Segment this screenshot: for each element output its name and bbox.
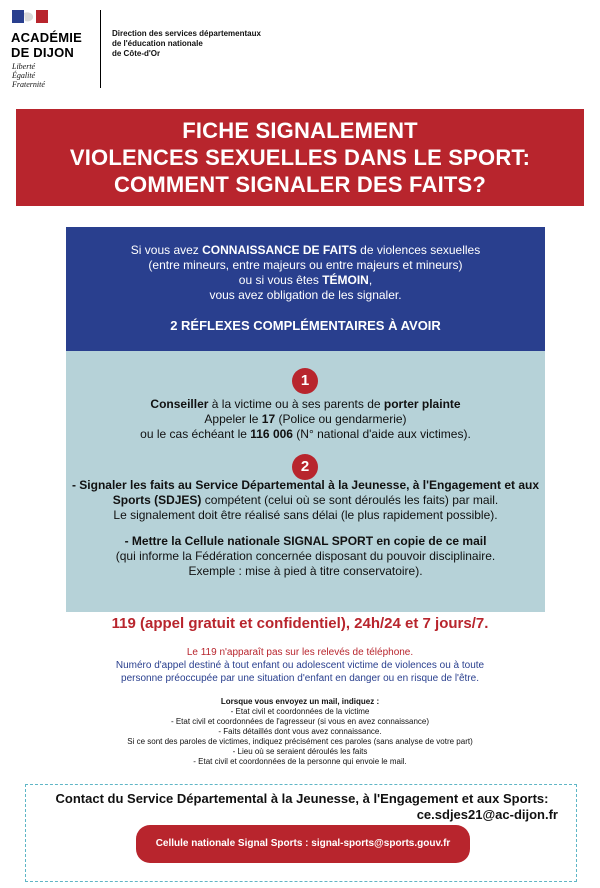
contact-title: Contact du Service Départemental à la Jeunesse, à l'Engagement et aux Sports: xyxy=(55,791,549,806)
mail-checklist-item: - Etat civil et coordonnées de l'agresseur (si vous en avez connaissance) xyxy=(170,717,430,726)
academy-name xyxy=(11,30,82,60)
intro-line3-pre: ou si vous êtes xyxy=(238,273,323,287)
phone-note-red: Le 119 n'apparaît pas sur les relevés de téléphone. xyxy=(186,647,414,658)
step-1-bold1: Conseiller xyxy=(150,397,209,411)
phone-119-line: 119 (appel gratuit et confidentiel), 24h/24 et 7 jours/7. xyxy=(111,615,489,632)
signal-sports-contact-button[interactable]: Cellule nationale Signal Sports : signal-sports@sports.gouv.fr xyxy=(136,825,470,863)
step-2b-text xyxy=(66,534,545,579)
step-1-text xyxy=(66,397,545,442)
step-1-line3-bold: 116 006 xyxy=(250,427,293,441)
step-2b-line2: (qui informe la Fédération concernée disposant du pouvoir disciplinaire. xyxy=(115,549,496,563)
mail-checklist-heading: Lorsque vous envoyez un mail, indiquez : xyxy=(220,697,380,706)
step-1-line3-pre: ou le cas échéant le xyxy=(140,427,251,441)
step-1-mid: à la victime ou à ses parents de xyxy=(208,397,384,411)
republic-motto xyxy=(12,62,45,89)
step-1-line1 xyxy=(66,397,545,412)
step-2-badge: 2 xyxy=(292,454,318,480)
page-header xyxy=(0,0,600,100)
intro-line3 xyxy=(66,273,545,288)
mail-checklist-item: - Etat civil et coordonnées de la victime xyxy=(230,707,370,716)
phone-note-blue1: Numéro d'appel destiné à tout enfant ou adolescent victime de violences ou à toute xyxy=(115,660,485,671)
intro-block xyxy=(66,227,545,351)
step-2b-line3: Exemple : mise à pied à titre conservatoire). xyxy=(188,564,423,578)
step-2a-line3: Le signalement doit être réalisé sans délai (le plus rapidement possible). xyxy=(113,508,498,522)
phone-note-blue2: personne préoccupée par une situation d'enfant en danger ou en risque de l'être. xyxy=(121,673,479,684)
intro-line4: vous avez obligation de les signaler. xyxy=(209,288,402,302)
marianne-logo xyxy=(12,10,48,23)
direction-line3: de Côte-d'Or xyxy=(112,49,161,58)
step-2a-line1-bold: - Signaler les faits au Service Départemental à la Jeunesse, à l'Engagement et aux xyxy=(71,478,540,492)
title-line3: COMMENT SIGNALER DES FAITS? xyxy=(113,172,487,197)
step-1-line2-pre: Appeler le xyxy=(204,412,262,426)
step-2a-line2-post: compétent (celui où se sont déroulés les faits) par mail. xyxy=(201,493,499,507)
title-line1: FICHE SIGNALEMENT xyxy=(182,118,418,143)
step-1-line2 xyxy=(66,412,545,427)
mail-checklist-item: - Lieu où se seraient déroulés les faits xyxy=(232,747,368,756)
contact-box xyxy=(25,784,577,882)
mail-checklist xyxy=(0,697,600,767)
intro-line3-bold: TÉMOIN xyxy=(322,273,369,287)
step-2a-line1 xyxy=(66,478,545,493)
step-1-line3 xyxy=(66,427,545,442)
step-1-line3-post: (N° national d'aide aux victimes). xyxy=(292,427,471,441)
step-1-badge: 1 xyxy=(292,368,318,394)
header-divider xyxy=(100,10,101,88)
step-2a-line2 xyxy=(66,493,545,508)
direction-label xyxy=(112,29,261,59)
motto-egalite: Égalité xyxy=(12,71,36,80)
intro-line1-bold: CONNAISSANCE DE FAITS xyxy=(202,243,357,257)
mail-checklist-item: - Faits détaillés dont vous avez connaissance. xyxy=(218,727,382,736)
step-2b-line1-bold: - Mettre la Cellule nationale SIGNAL SPORT en copie de ce mail xyxy=(124,534,487,548)
intro-line2: (entre mineurs, entre majeurs ou entre majeurs et mineurs) xyxy=(148,258,463,272)
direction-line2: de l'éducation nationale xyxy=(112,39,203,48)
intro-line3-post: , xyxy=(368,273,373,287)
academy-line1: ACADÉMIE xyxy=(11,30,82,45)
phone-note xyxy=(0,646,600,685)
mail-checklist-item: - Etat civil et coordonnées de la personne qui envoie le mail. xyxy=(193,757,407,766)
step-1-bold2: porter plainte xyxy=(383,397,461,411)
steps-block xyxy=(66,351,545,612)
mail-checklist-item: Si ce sont des paroles de victimes, indiquez précisément ces paroles (sans analyse de votre part) xyxy=(127,737,473,746)
step-2b-line1 xyxy=(66,534,545,549)
title-line2: VIOLENCES SEXUELLES DANS LE SPORT: xyxy=(69,145,531,170)
step-2a-text xyxy=(66,478,545,523)
sdjes-email-link[interactable]: ce.sdjes21@ac-dijon.fr xyxy=(416,807,558,822)
step-2a-line2-bold: Sports (SDJES) xyxy=(112,493,202,507)
title-banner xyxy=(16,109,584,206)
reflexes-heading: 2 RÉFLEXES COMPLÉMENTAIRES À AVOIR xyxy=(170,318,441,333)
academy-line2: DE DIJON xyxy=(11,45,75,60)
motto-liberte: Liberté xyxy=(12,62,36,71)
intro-line1-pre: Si vous avez xyxy=(130,243,203,257)
intro-line1 xyxy=(66,243,545,258)
intro-line1-post: de violences sexuelles xyxy=(356,243,481,257)
motto-fraternite: Fraternité xyxy=(12,80,45,89)
step-1-line2-bold: 17 xyxy=(261,412,276,426)
step-1-line2-post: (Police ou gendarmerie) xyxy=(275,412,407,426)
direction-line1: Direction des services départementaux xyxy=(112,29,261,38)
